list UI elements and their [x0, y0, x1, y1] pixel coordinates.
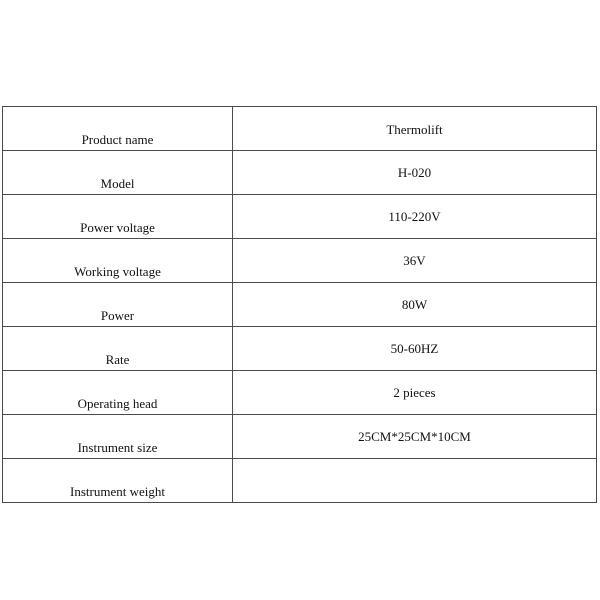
- table-row: [3, 107, 597, 151]
- spec-table: [2, 106, 597, 503]
- table-row: [3, 283, 597, 327]
- row-label: Power: [3, 283, 233, 327]
- table-row: [3, 151, 597, 195]
- row-value: 80W: [233, 283, 597, 327]
- row-value: 50-60HZ: [233, 327, 597, 371]
- row-label: Model: [3, 151, 233, 195]
- row-label: Product name: [3, 107, 233, 151]
- row-label: Working voltage: [3, 239, 233, 283]
- row-value: 25CM*25CM*10CM: [233, 415, 597, 459]
- table-row: [3, 371, 597, 415]
- row-label: Instrument size: [3, 415, 233, 459]
- table-row: [3, 239, 597, 283]
- row-label: Instrument weight: [3, 459, 233, 503]
- row-label: Rate: [3, 327, 233, 371]
- row-value: [233, 459, 597, 503]
- row-value: 110-220V: [233, 195, 597, 239]
- table-row: [3, 195, 597, 239]
- row-label: Operating head: [3, 371, 233, 415]
- table-row: [3, 327, 597, 371]
- row-value: 36V: [233, 239, 597, 283]
- row-value: Thermolift: [233, 107, 597, 151]
- row-value: 2 pieces: [233, 371, 597, 415]
- table-row: [3, 415, 597, 459]
- row-value: H-020: [233, 151, 597, 195]
- table-row: [3, 459, 597, 503]
- row-label: Power voltage: [3, 195, 233, 239]
